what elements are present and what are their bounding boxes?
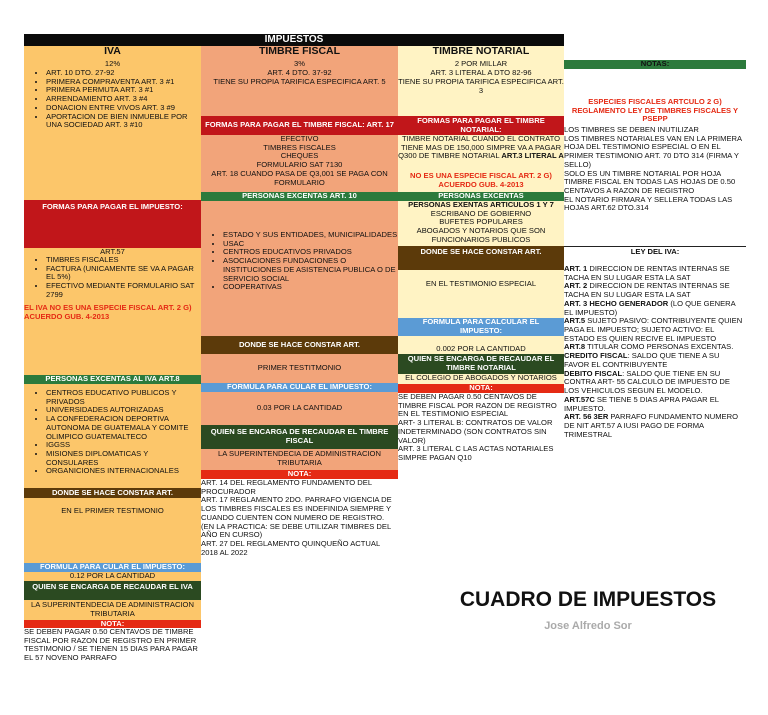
nota-line: LOS TIMBRES NOTARIALES VAN EN LA PRIMERA HOJA DEL TESTIMONIO ESPECIAL O EN EL PRIMER TESTIMONIO ART. 70 DTO 314 (FIRMA Y SELLO) xyxy=(564,133,742,169)
iva-formula-title: FORMULA PARA CULAR EL IMPUESTO: xyxy=(24,563,201,572)
ley-item-key: DEBITO FISCAL xyxy=(564,368,623,378)
list-item: • UNIVERSIDADES AUTORIZADAS xyxy=(46,406,201,415)
fiscal-donde-text: PRIMER TESTITMONIO xyxy=(257,363,342,372)
list-item: • TIMBRES FISCALES xyxy=(46,256,201,265)
nota-line: SOLO ES UN TIMBRE NOTARIAL POR HOJA xyxy=(564,168,722,178)
ley-item-key: ART.57C xyxy=(564,394,595,404)
fiscal-quien-title: QUIEN SE ENCARGA DE RECAUDAR EL TIMBRE FISCAL xyxy=(201,425,398,449)
ley-item-key: CREDITO FISCAL xyxy=(564,351,628,361)
fiscal-excentas-list xyxy=(201,231,398,292)
ley-item-value: (LO QUE GENERA EL IMPUESTO) xyxy=(564,298,736,317)
fiscal-quien-text: LA SUPERINTENDECIA DE ADMINISTRACION TRIBUTARIA xyxy=(218,449,381,467)
notarial-excentas-item: ESCRIBANO DE GOBIERNO xyxy=(430,208,532,218)
iva-formula-text: 0.12 POR LA CANTIDAD xyxy=(69,571,156,580)
ley-item xyxy=(564,317,746,343)
ley-item-value: SE TIENE 5 DIAS APRA PAGAR EL IMPUESTO. xyxy=(564,394,719,413)
notarial-formas-body: TIMBRE NOTARIAL CUANDO EL CONTRATO TIENE MAS DE 150,000 SIMPRE VA A PAGAR Q300 DE TIMBRE NOTARIAL xyxy=(398,134,562,161)
list-item: • CENTROS EDUCATIVOS PRIVADOS xyxy=(223,248,398,257)
iva-formas-list xyxy=(24,256,201,300)
iva-rate: 12% xyxy=(104,59,121,68)
notarial-rate: 2 POR MILLAR xyxy=(454,59,508,68)
list-item: • ORGANICIONES INTERNACIONALES xyxy=(46,467,201,476)
list-item: • LA CONFEDERACION DEPORTIVA AUTONOMA DE GUATEMALA Y COMITE OLIMPICO GUATEMALTECO xyxy=(46,415,201,441)
notarial-excentas-item: PERSONAS EXENTAS ARTICULOS 1 Y 7 xyxy=(408,200,554,209)
iva-quien-text: LA SUPERINTENDECIA DE ADMINISTRACION TRIBUTARIA xyxy=(31,600,194,618)
notarial-excentas-item: BUFETES POPULARES xyxy=(439,217,523,227)
notarial-nota-title: NOTA: xyxy=(398,384,564,393)
list-item: • PRIMERA COMPRAVENTA ART. 3 #1 xyxy=(46,78,201,87)
notarial-tarifa: TIENE SU PROPIA TARIFICA ESPECIFICA ART. 3 xyxy=(398,77,564,95)
notarial-formula-text: 0.002 POR LA CANTIDAD xyxy=(436,344,526,353)
fiscal-nota-line: ART. 17 REGLAMENTO 2DO. PARRAFO VIGENCIA DE LOS TIMBRES FISCALES ES INDEFINIDA SIEMPRE Y CUANDO CUENTEN CON NUMERO DE REGISTRO. (EN LA PRACTICA: SE DEBE UTILIZAR TIMBRES DEL AÑO EN CURSO) xyxy=(201,495,392,540)
notas-title: NOTAS: xyxy=(564,60,746,69)
ley-item-key: ART. 1 xyxy=(564,264,588,273)
list-item: • ASOCIACIONES FUNDACIONES O INSTITUCIONES DE ASISTENCIA PUBLICA O DE SERVICIO SOCIAL xyxy=(223,257,398,283)
iva-quien-title: QUIEN SE ENCARGA DE RECAUDAR EL IVA xyxy=(24,581,201,600)
ley-item xyxy=(564,265,746,282)
author-name: Jose Alfredo Sor xyxy=(544,620,632,632)
notarial-excentas-lines xyxy=(398,201,564,245)
iva-hecho-list xyxy=(24,69,201,130)
list-item: • DONACION ENTRE VIVOS ART. 3 #9 xyxy=(46,104,201,113)
notarial-excentas-item: ABOGADOS Y NOTARIOS QUE SON FUNCIONARIOS PUBLICOS xyxy=(416,226,546,244)
notarial-donde-title: DONDE SE HACE CONSTAR ART. xyxy=(398,246,564,270)
header-timbre-notarial: TIMBRE NOTARIAL xyxy=(398,46,564,60)
nota-line: LOS TIMBRES SE DEBEN INUTILIZAR xyxy=(564,125,699,134)
ley-item xyxy=(564,282,746,299)
iva-nota-title: NOTA: xyxy=(24,620,201,628)
notas-especies: ESPECIES FISCALES ARTCULO 2 G) REGLAMENTO LEY DE TIMBRES FISCALES Y PSEPP xyxy=(571,97,739,124)
header-iva: IVA xyxy=(24,46,201,60)
ley-item-value: : SALDO QUE TIENE EN SU CONTRA ART- 55 CALCULO DE IMPUESTO DE LOS VEHICULOS SEGUN EL MODELO. xyxy=(564,368,730,396)
notarial-formas-note: NO ES UNA ESPECIE FISCAL ART. 2 G) ACUERDO GUB. 4-2013 xyxy=(410,171,552,189)
page-title: CUADRO DE IMPUESTOS xyxy=(459,588,717,611)
ley-item-key: ART.8 xyxy=(564,342,586,352)
fiscal-forma-item: TIMBRES FISCALES xyxy=(263,142,336,152)
notarial-formas-art: ART.3 LITERAL A xyxy=(501,151,564,161)
nota-line: EL NOTARIO FIRMARA Y SELLERA TODAS LAS HOJAS ART.62 DTO.314 xyxy=(564,194,733,213)
ley-item-value: TITULAR COMO PERSONAS EXCENTAS. xyxy=(585,342,734,352)
fiscal-excentas-title: PERSONAS EXCENTAS ART. 10 xyxy=(201,192,398,201)
notarial-formas-text xyxy=(398,135,564,161)
fiscal-formula-text: 0.03 POR LA CANTIDAD xyxy=(256,403,343,412)
list-item: • ESTADO Y SUS ENTIDADES, MUNICIPALIDADES xyxy=(223,231,398,240)
notarial-nota-line: ART- 3 LITERAL B: CONTRATOS DE VALOR INDETERMINADO (SON CONTRATOS SIN VALOR) xyxy=(398,418,553,445)
ley-item-value: DIRECCION DE RENTAS INTERNAS SE TACHA EN SU LUGAR ESTA LA SAT xyxy=(564,281,730,300)
fiscal-formas-title: FORMAS PARA PAGAR EL TIMBRE FISCAL: ART. 17 xyxy=(201,116,398,135)
list-item: • CENTROS EDUCATIVO PUBLICOS Y PRIVADOS xyxy=(46,389,201,406)
fiscal-nota-line: ART. 14 DEL REGLAMENTO FUNDAMENTO DEL PROCURADOR xyxy=(201,478,372,496)
notarial-art: ART. 3 LITERAL A DTO 82-96 xyxy=(430,68,532,77)
ley-item xyxy=(564,370,746,396)
notarial-donde-text: EN EL TESTIMONIO ESPECIAL xyxy=(425,279,537,288)
ley-item-value: SUJETO PASIVO: CONTRIBUYENTE QUIEN PAGA EL IMPUESTO; SUJETO ACTIVO: EL ESTADO ES QUIEN RECIVE EL IMPUESTO xyxy=(564,316,743,343)
list-item: • APORTACION DE BIEN INMUEBLE POR UNA SOCIEDAD ART. 3 #10 xyxy=(46,113,201,130)
ley-item xyxy=(564,396,746,413)
list-item: • USAC xyxy=(223,240,398,249)
ley-item-value: : SALDO QUE TIENE A SU FAVOR EL CONTRIBUYENTE xyxy=(564,351,720,369)
nota-line: TIMBRE FISCAL EN TODAS LAS HOJAS DE 0.50 CENTAVOS A RAZON DE REGISTRO xyxy=(564,177,736,196)
ley-item-key: ART. 2 xyxy=(564,281,588,291)
notarial-formula-title: FORMULA PARA CALCULAR EL IMPUESTO: xyxy=(398,318,564,336)
header-timbre-fiscal: TIMBRE FISCAL xyxy=(201,46,398,60)
iva-donde-title: DONDE SE HACE CONSTAR ART. xyxy=(24,488,201,498)
iva-formas-title: FORMAS PARA PAGAR EL IMPUESTO: xyxy=(24,200,201,248)
ley-item xyxy=(564,300,746,317)
iva-donde-text: EN EL PRIMER TESTIMONIO xyxy=(61,506,164,515)
list-item: • ART. 10 DTO. 27-92 xyxy=(46,69,201,78)
fiscal-donde-title: DONDE SE HACE CONSTAR ART. xyxy=(201,336,398,354)
notarial-nota-text xyxy=(398,393,564,463)
ley-item-value: PARRAFO FUNDAMENTO NUMERO DE NIT ART.57 A IUSI PAGO DE FORMA TRIMESTRAL xyxy=(564,412,738,439)
list-item: • PRIMERA PERMUTA ART. 3 #1 xyxy=(46,86,201,95)
notarial-nota-line: ART. 3 LITERAL C LAS ACTAS NOTARIALES SIMPRE PAGAN Q10 xyxy=(398,444,554,463)
fiscal-nota-line: ART. 27 DEL REGLAMENTO QUINQUEÑO ACTUAL 2018 AL 2022 xyxy=(201,539,380,557)
fiscal-forma-item: EFECTIVO xyxy=(280,134,319,143)
fiscal-nota-title: NOTA: xyxy=(201,470,398,479)
fiscal-nota-text xyxy=(201,479,398,557)
fiscal-rate: 3% xyxy=(294,59,305,68)
fiscal-formas-lines xyxy=(201,135,398,187)
list-item: • ARRENDAMIENTO ART. 3 #4 xyxy=(46,95,201,104)
ley-item-key: ART. 3 HECHO GENERADOR xyxy=(564,298,669,308)
ley-item-key: ART. 56 3ER xyxy=(564,412,609,422)
notarial-formas-title: FORMAS PARA PAGAR EL TIMBRE NOTARIAL: xyxy=(398,116,564,135)
fiscal-formula-title: FORMULA PARA CULAR EL IMPUESTO: xyxy=(201,383,398,392)
list-item: • FACTURA (UNICAMENTE SE VA A PAGAR EL 5%) xyxy=(46,265,201,282)
fiscal-tarifa: TIENE SU PROPIA TARIFICA ESPECIFICA ART. 5 xyxy=(213,77,386,86)
list-item: • IGGSS xyxy=(46,441,201,450)
ley-item-value: DIRECCION DE RENTAS INTERNAS SE TACHA EN SU LUGAR ESTA LA SAT xyxy=(564,264,730,282)
header-impuestos: IMPUESTOS xyxy=(24,34,564,46)
fiscal-forma-item: CHEQUES xyxy=(280,151,319,161)
notarial-quien-title: QUIEN SE ENCARGA DE RECAUDAR EL TIMBRE NOTARIAL xyxy=(398,354,564,374)
ley-item xyxy=(564,413,746,439)
fiscal-art: ART. 4 DTO. 37-92 xyxy=(267,68,332,77)
iva-nota-text: SE DEBEN PAGAR 0.50 CENTAVOS DE TIMBRE FISCAL POR RAZON DE REGISTRO EN PRIMER TESTIMONIO / SE TIENEN 15 DIAS PARA PAGAR EL 57 NOVENO PARRAFO xyxy=(24,628,201,663)
list-item: • EFECTIVO MEDIANTE FORMULARIO SAT 2799 xyxy=(46,282,201,299)
iva-excentas-list xyxy=(24,389,201,476)
ley-item-key: ART.5 xyxy=(564,316,586,326)
notarial-quien-text: EL COLEGIO DE ABOGADOS Y NOTARIOS xyxy=(405,373,557,382)
iva-formas-note: EL IVA NO ES UNA ESPECIE FISCAL ART. 2 G) ACUERDO GUB. 4-2013 xyxy=(24,303,192,321)
notarial-excentas-title: PERSONAS EXCENTAS xyxy=(398,192,564,201)
list-item: • MISIONES DIPLOMATICAS Y CONSULARES xyxy=(46,450,201,467)
list-item: • COOPERATIVAS xyxy=(223,283,398,292)
ley-iva-title: LEY DEL IVA: xyxy=(630,247,680,256)
fiscal-forma-item: ART. 18 CUANDO PASA DE Q3,001 SE PAGA CON FORMULARIO xyxy=(211,168,388,187)
ley-iva-list xyxy=(564,265,746,439)
iva-column xyxy=(24,60,201,628)
iva-formas-art: ART.57 xyxy=(100,247,125,256)
notas-lines xyxy=(564,126,746,213)
iva-excentas-title: PERSONAS EXCENTAS AL IVA ART.8 xyxy=(24,375,201,384)
fiscal-forma-item: FORMULARIO SAT 7130 xyxy=(256,160,343,170)
notarial-nota-line: SE DEBEN PAGAR 0.50 CENTAVOS DE TIMBRE FISCAL POR RAZON DE REGISTRO EN EL TESTIMONIO ESPECIAL xyxy=(398,392,557,419)
ley-item xyxy=(564,352,746,369)
